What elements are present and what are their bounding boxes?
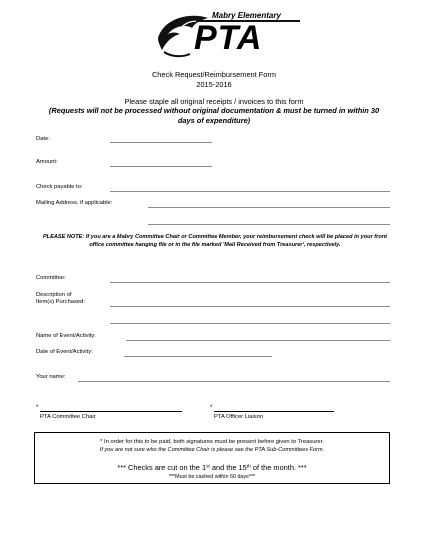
mailing-field-line1[interactable] [148,207,390,208]
logo-pta-text: PTA [194,19,263,57]
committee-field[interactable] [110,282,390,283]
mailing-field-line2[interactable] [148,224,390,225]
chair-signature-field[interactable] [40,411,182,412]
ordinal-st: st [206,464,210,470]
date-label: Date: [36,136,50,142]
committee-label: Committee: [36,275,66,281]
checks-prefix: *** Checks are cut on the 1 [117,463,207,472]
committee-chair-note: If you are not sure who the Committee Chair is please see the PTA Sub-Committees Form. [99,447,325,453]
checks-cut-schedule [34,463,390,472]
committee-note: PLEASE NOTE: If you are a Mabry Committee Chair or Committee Member, your reimbursement check will be placed in your front office committee hanging file or in the file marked 'Mail Received from Treasurer', respectively. [42,234,388,248]
officer-signature-field[interactable] [214,411,334,412]
your-name-label: Your name: [36,374,66,380]
chair-signature-label: PTA Committee Chair [40,414,96,420]
ordinal-th: th [246,464,251,470]
officer-signature-label: PTA Officer Liaison [214,414,264,420]
form-year: 2015-2016 [196,80,232,89]
officer-asterisk: * [210,405,213,411]
description-label-line1: Description of [36,292,72,298]
chair-asterisk: * [36,405,39,411]
mailing-label: Mailing Address, if applicable: [36,200,113,206]
description-label-line2: Item(s) Purchased: [36,299,85,305]
signature-rule: * In order for this to be paid, both signatures must be present before given to Treasurer. [100,439,324,445]
pta-logo [150,8,300,62]
event-date-label: Date of Event/Activity: [36,349,93,355]
description-field-line1[interactable] [110,306,390,307]
processing-warning: (Requests will not be processed without original documentation & must be turned in within 30 days of expenditure) [48,106,380,125]
amount-field[interactable] [110,166,212,167]
cash-within-notice: ***Must be cashed within 60 days*** [168,474,256,480]
form-title: Check Request/Reimbursement Form [151,70,277,79]
checks-suffix: of the month. *** [250,463,307,472]
staple-instruction: Please staple all original receipts / invoices to this form [124,97,304,106]
logo-school-name: Mabry Elementary [212,11,281,20]
amount-label: Amount: [36,159,58,165]
payable-label: Check payable to: [36,184,83,190]
payable-field[interactable] [110,191,390,192]
event-date-field[interactable] [124,356,272,357]
your-name-field[interactable] [78,381,390,382]
description-field-line2[interactable] [110,323,390,324]
date-field[interactable] [110,142,212,143]
checks-middle: and the 15 [209,463,247,472]
event-name-label: Name of Event/Activity: [36,333,96,339]
event-name-field[interactable] [126,340,390,341]
